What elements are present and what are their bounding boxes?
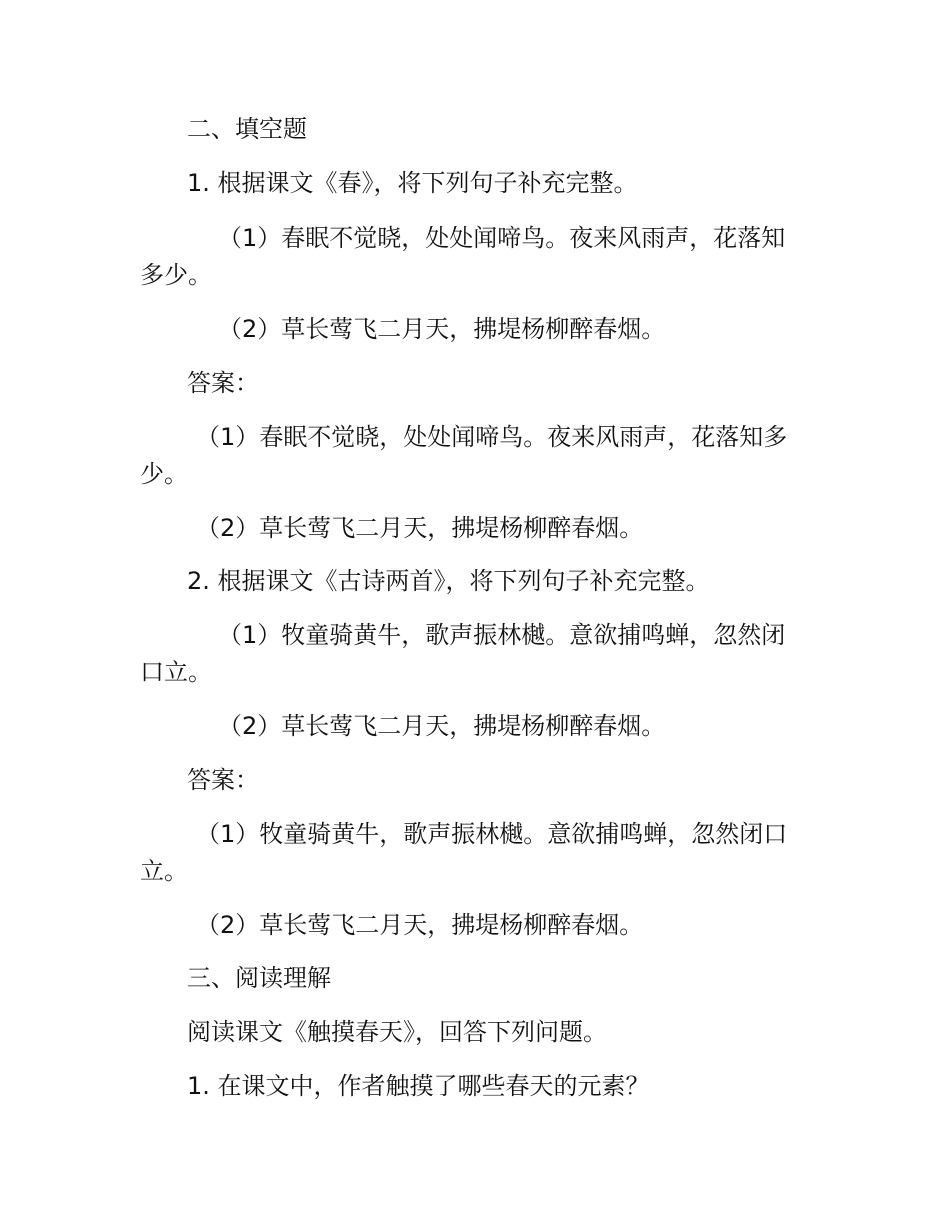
question-2-item-1-line-2: 口立。 xyxy=(140,658,212,686)
question-1-item-1-line-2: 多少。 xyxy=(140,261,212,289)
question-1-answer-2: （2）草长莺飞二月天，拂堤杨柳醉春烟。 xyxy=(196,514,644,542)
reading-intro: 阅读课文《触摸春天》，回答下列问题。 xyxy=(187,1018,607,1046)
question-1-item-2: （2）草长莺飞二月天，拂堤杨柳醉春烟。 xyxy=(218,315,666,343)
question-2-answer-1-line-2: 立。 xyxy=(140,857,188,885)
question-1-answer-1-line-2: 少。 xyxy=(140,460,188,488)
section-heading-reading: 三、阅读理解 xyxy=(187,964,331,992)
question-2-prompt: 2. 根据课文《古诗两首》，将下列句子补充完整。 xyxy=(187,567,710,595)
question-2-answer-1-line-1: （1）牧童骑黄牛，歌声振林樾。意欲捕鸣蝉，忽然闭口 xyxy=(196,820,788,848)
question-2-item-1-line-1: （1）牧童骑黄牛，歌声振林樾。意欲捕鸣蝉，忽然闭 xyxy=(218,621,786,649)
question-2-item-2: （2）草长莺飞二月天，拂堤杨柳醉春烟。 xyxy=(218,712,666,740)
question-2-answer-label: 答案： xyxy=(187,766,259,794)
question-2-answer-2: （2）草长莺飞二月天，拂堤杨柳醉春烟。 xyxy=(196,911,644,939)
question-1-item-1-line-1: （1）春眠不觉晓，处处闻啼鸟。夜来风雨声，花落知 xyxy=(218,224,786,252)
question-1-answer-1-line-1: （1）春眠不觉晓，处处闻啼鸟。夜来风雨声，花落知多 xyxy=(196,423,788,451)
reading-question-1: 1. 在课文中，作者触摸了哪些春天的元素？ xyxy=(187,1072,650,1100)
section-heading-fill-in: 二、填空题 xyxy=(187,115,307,143)
question-1-answer-label: 答案： xyxy=(187,369,259,397)
question-1-prompt: 1. 根据课文《春》，将下列句子补充完整。 xyxy=(187,169,638,197)
